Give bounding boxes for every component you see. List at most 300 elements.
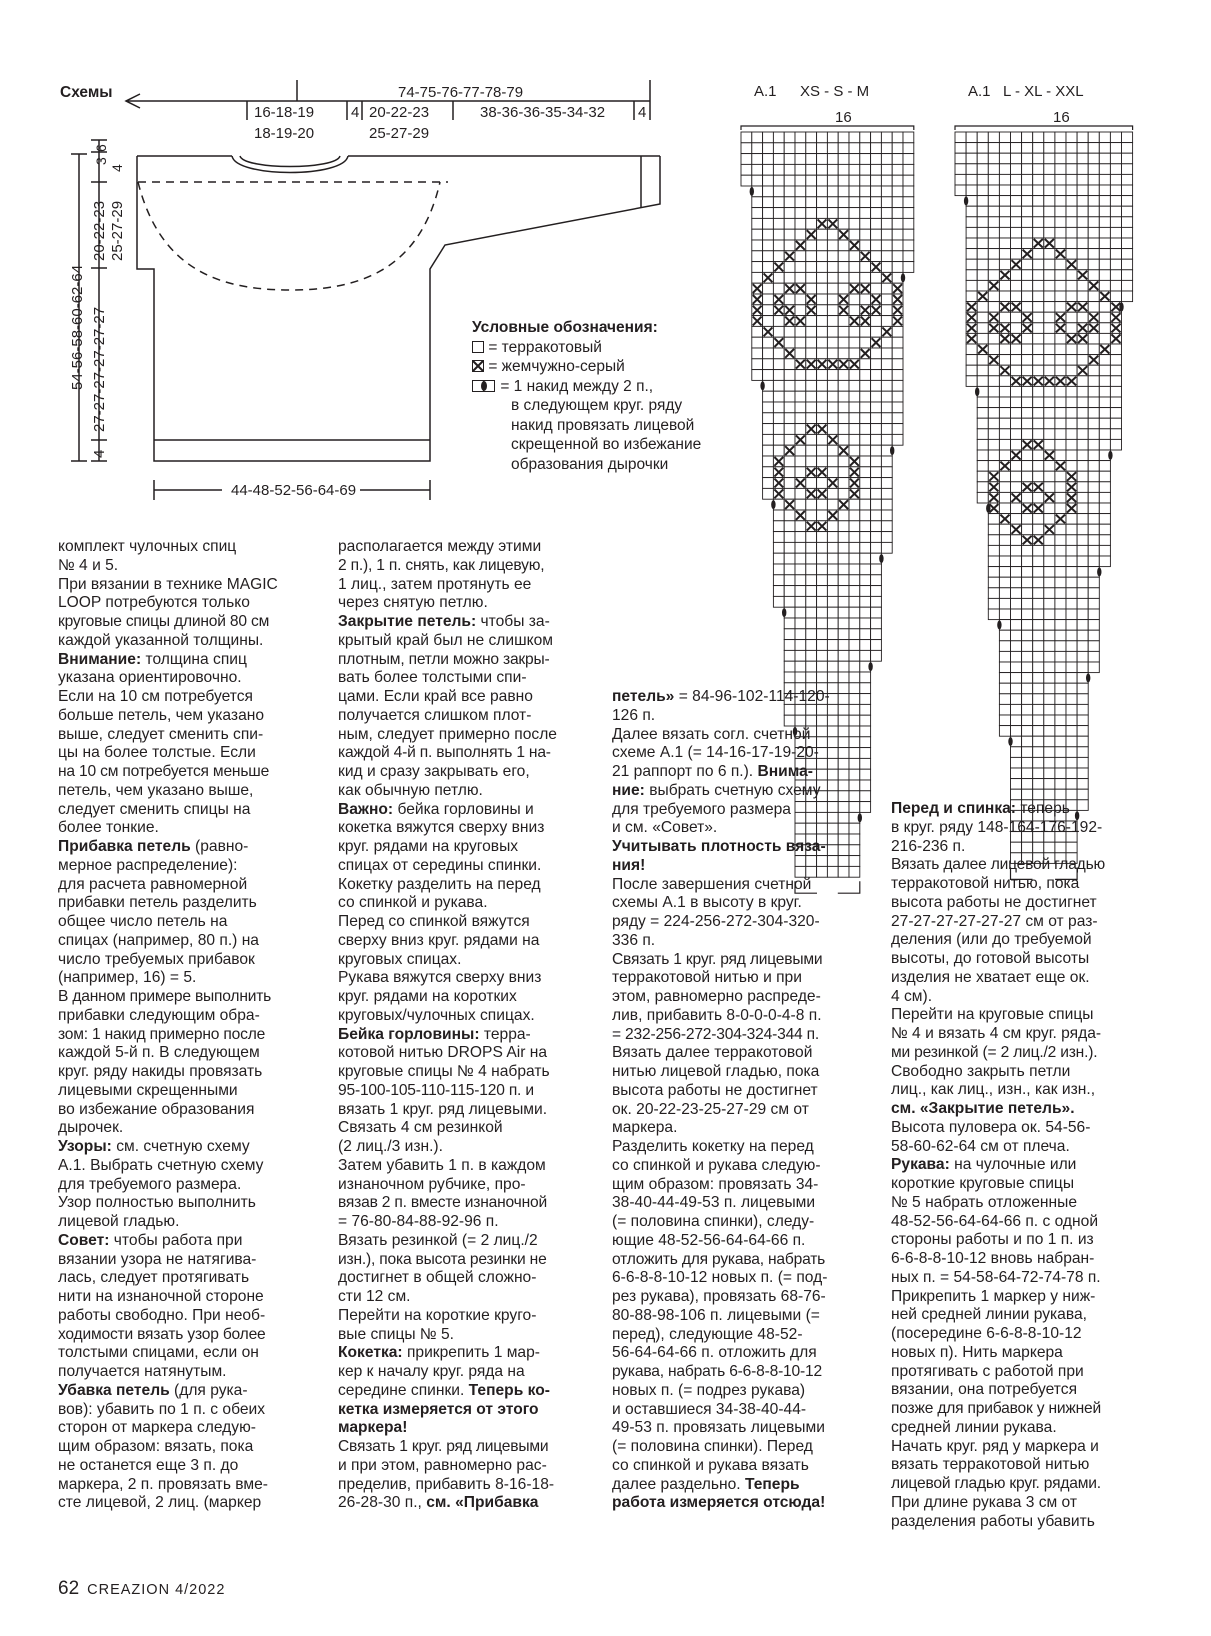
chart-cell [1055, 789, 1066, 800]
chart-cell [988, 333, 999, 344]
text-line: А.1. Выбрать счетную схему [58, 1156, 264, 1174]
chart-cell [1055, 577, 1066, 588]
text-line: цы на более толстые. Если [58, 744, 256, 762]
chart-cell [977, 333, 988, 344]
chart-cell [1022, 206, 1033, 217]
chart-cell [1022, 238, 1033, 249]
text-line: Если на 10 см потребуется [58, 688, 253, 705]
text-line: Узоры: см. счетную схему [58, 1138, 250, 1155]
text-line: Связать 1 круг. ряд лицевыми [338, 1438, 549, 1455]
chart-cell [1044, 482, 1055, 493]
text-line: Прикрепить 1 маркер у ниж- [891, 1287, 1096, 1305]
chart-cell [1022, 185, 1033, 196]
chart-cell [1110, 439, 1121, 450]
chart-cell [1011, 757, 1022, 768]
text-line: кетка измеряется от этого [338, 1400, 539, 1418]
chart-cell [1066, 715, 1077, 726]
text-line: Вязать далее терракотовой [612, 1044, 813, 1062]
chart-cell [1022, 418, 1033, 429]
chart-cell [1022, 524, 1033, 535]
text-line: круг. рядами на круговых [338, 838, 519, 855]
text-line: каждой 4-й п. выполнять 1 на- [338, 744, 551, 762]
chart-cell [1011, 683, 1022, 694]
chart-cell [1077, 344, 1088, 355]
text-line: 216-236 п. [891, 837, 966, 855]
chart-cell [1033, 673, 1044, 684]
chart-cell [977, 365, 988, 376]
text-line: позже для прибавок у нижней [891, 1400, 1101, 1417]
chart-cell [1099, 174, 1110, 185]
chart-cell [1088, 429, 1099, 440]
chart-cell [1088, 238, 1099, 249]
chart-cell [1044, 259, 1055, 270]
text-line: Узор полностью выполнить [58, 1194, 256, 1212]
chart-cell [1055, 736, 1066, 747]
chart-cell [966, 355, 977, 366]
chart-cell [1066, 588, 1077, 599]
chart-cell [1055, 704, 1066, 715]
chart-cell [1033, 471, 1044, 482]
text-line: 58-60-62-64 см от плеча. [891, 1137, 1070, 1155]
chart-cell [999, 355, 1010, 366]
yarn-over-mark [997, 620, 1001, 629]
chart-cell [1066, 164, 1077, 175]
chart-cell [1055, 471, 1066, 482]
text-line: и при этом, равномерно рас- [338, 1456, 547, 1474]
chart-cell [1033, 249, 1044, 260]
chart-cell [1033, 736, 1044, 747]
text-line: Далее вязать согл. счетной [612, 725, 811, 743]
chart-cell [988, 418, 999, 429]
text-line: 27-27-27-27-27-27 см от раз- [891, 912, 1098, 930]
chart-cell [1022, 408, 1033, 419]
chart-cell [1022, 461, 1033, 472]
text-line: пределив, прибавить 8-16-18- [338, 1475, 555, 1493]
chart-cell [1077, 217, 1088, 228]
chart-cell [1077, 747, 1088, 758]
chart-cell [1066, 344, 1077, 355]
chart-cell [999, 164, 1010, 175]
text-line: крытый край был не слишком [338, 631, 554, 649]
chart-cell [1077, 535, 1088, 546]
text-line: далее раздельно. Теперь [612, 1475, 800, 1493]
chart-cell [966, 291, 977, 302]
total-width-label: 74-75-76-77-78-79 [398, 84, 524, 101]
chart-cell [988, 206, 999, 217]
chart-cell [1066, 132, 1077, 143]
text-line: средней линии рукава. [891, 1418, 1057, 1436]
chart-cell [1022, 609, 1033, 620]
chart-cell [1033, 174, 1044, 185]
chart-cell [1022, 673, 1033, 684]
chart-cell [1077, 227, 1088, 238]
yarn-over-mark [1108, 451, 1112, 460]
chart-cell [1122, 259, 1133, 270]
chart-cell [1077, 439, 1088, 450]
text-line: Важно: бейка горловины и [338, 800, 534, 818]
chart-cell [977, 185, 988, 196]
chart-cell [1099, 471, 1110, 482]
chart-cell [1077, 280, 1088, 291]
chart-cell [1122, 291, 1133, 302]
chart-cell [999, 217, 1010, 228]
chart-cell [1122, 249, 1133, 260]
chart-cell [1044, 355, 1055, 366]
chart-cell [1033, 492, 1044, 503]
chart-cell [999, 588, 1010, 599]
chart-cell [1066, 567, 1077, 578]
chart-cell [999, 482, 1010, 493]
chart-cell [1099, 164, 1110, 175]
text-line: отложить для рукава, набрать [612, 1250, 826, 1268]
chart-cell [988, 238, 999, 249]
chart-cell [1055, 429, 1066, 440]
legend-title: Условные обозначения: [472, 319, 658, 336]
chart-cell [1088, 386, 1099, 397]
chart-cell [999, 662, 1010, 673]
chart-cell [1077, 641, 1088, 652]
chart-cell [966, 259, 977, 270]
chart-cell [1033, 704, 1044, 715]
text-line: маркера, 2 п. провязать вме- [58, 1475, 268, 1493]
chart-cell [977, 429, 988, 440]
chart-cell [1077, 768, 1088, 779]
chart-cell [1022, 736, 1033, 747]
chart-cell [1066, 365, 1077, 376]
text-line: на 10 см потребуется меньше [58, 763, 270, 780]
text-line: петель» = 84-96-102-114-120- [612, 688, 830, 705]
text-line: маркера! [338, 1419, 408, 1437]
chart-cell [1033, 185, 1044, 196]
chart-cell [1033, 270, 1044, 281]
chart-cell [1022, 577, 1033, 588]
text-line: лиц., как лиц., изн., как изн., [891, 1081, 1096, 1099]
chart-cell [1066, 174, 1077, 185]
chart-cell [1088, 662, 1099, 673]
neck-depth-label: 3 [93, 157, 109, 165]
chart-cell [999, 683, 1010, 694]
chart-cell [1011, 609, 1022, 620]
chart-cell [1066, 662, 1077, 673]
text-line: работа измеряется отсюда! [612, 1494, 826, 1512]
chart-cell [1088, 227, 1099, 238]
chart-cell [1077, 429, 1088, 440]
chart-cell [999, 386, 1010, 397]
text-line: новых п). Нить маркера [891, 1343, 1063, 1361]
chart-cell [1011, 291, 1022, 302]
chart-cell [1055, 620, 1066, 631]
chart-cell [988, 439, 999, 450]
text-line: получается слишком плот- [338, 706, 532, 724]
chart-cell [1022, 386, 1033, 397]
text-line: во избежание образования [58, 1100, 255, 1118]
chart-cell [1022, 196, 1033, 207]
chart-cell [1110, 291, 1121, 302]
chart-cell [1122, 185, 1133, 196]
chart-cell [1099, 439, 1110, 450]
chart-cell [1077, 397, 1088, 408]
chart-cell [1110, 259, 1121, 270]
chart-cell [1066, 408, 1077, 419]
chart-cell [1055, 768, 1066, 779]
text-line: лась, следует протягивать [58, 1269, 250, 1287]
chart-cell [1110, 206, 1121, 217]
chart-cell [1110, 238, 1121, 249]
chart-cell [1055, 503, 1066, 514]
chart-cell [1022, 259, 1033, 270]
text-line: вязать 1 круг. ряд лицевыми. [338, 1100, 548, 1118]
chart-cell [1044, 439, 1055, 450]
text-line: вые спицы № 5. [338, 1325, 454, 1343]
yarn-over-mark [975, 387, 979, 396]
chart-cell [999, 704, 1010, 715]
chart-cell [1011, 514, 1022, 525]
chart-cell [1055, 683, 1066, 694]
chart-cell [1011, 344, 1022, 355]
chart-cell [1044, 312, 1055, 323]
chart-cell [1011, 651, 1022, 662]
neck-side-label: 4 [351, 104, 360, 121]
chart-cell [988, 376, 999, 387]
chart-cell [1066, 227, 1077, 238]
text-line: 6-6-8-8-10-12 новых п. (= под- [612, 1269, 828, 1287]
chart-cell [988, 344, 999, 355]
chart-grid-lines [955, 132, 1133, 863]
chart-cell [988, 386, 999, 397]
text-line: Внимание: толщина спиц [58, 650, 247, 668]
text-line: щим образом: вязать, пока [58, 1438, 254, 1455]
chart-cell [1066, 280, 1077, 291]
text-line: нитью лицевой гладью, пока [612, 1063, 820, 1080]
text-line: этом, равномерно распреде- [612, 988, 821, 1005]
neck-width-label-2: 18-19-20 [254, 125, 315, 142]
chart-cell [999, 206, 1010, 217]
chart-cell [1022, 651, 1033, 662]
text-line: как обычную петлю. [338, 781, 483, 799]
chart-cell [977, 227, 988, 238]
chart-cell [1044, 227, 1055, 238]
text-line: середине спинки. Теперь ко- [338, 1381, 550, 1399]
chart-cell [1011, 726, 1022, 737]
text-line: следует сменить спицы на [58, 800, 251, 818]
chart-cell [1011, 567, 1022, 578]
chart-cell [999, 545, 1010, 556]
text-line: Затем убавить 1 п. в каждом [338, 1156, 546, 1174]
text-line: лив, прибавить 8-0-0-0-4-8 п. [612, 1006, 822, 1024]
text-line: маркера. [612, 1119, 678, 1137]
chart-cell [988, 185, 999, 196]
chart-cell [999, 132, 1010, 143]
chart-cell [955, 164, 966, 175]
chart-cell [999, 598, 1010, 609]
text-line: = 76-80-84-88-92-96 п. [338, 1213, 499, 1230]
chart-cell [1099, 196, 1110, 207]
chart-cell [1044, 333, 1055, 344]
chart-cell [1066, 736, 1077, 747]
text-line: Убавка петель (для рука- [58, 1381, 248, 1399]
chart-cell [977, 492, 988, 503]
chart-cell [1022, 270, 1033, 281]
chart-cell [977, 471, 988, 482]
text-line: плотным, петли можно закры- [338, 650, 550, 668]
text-line: 2 п.), 1 п. снять, как лицевую, [338, 556, 545, 574]
chart-cell [1044, 418, 1055, 429]
chart-cell [988, 461, 999, 472]
chart-cell [1066, 609, 1077, 620]
chart-large-name: A.1 [968, 83, 991, 100]
chart-cell [1033, 196, 1044, 207]
chart-cell [1033, 556, 1044, 567]
chart-cell [1011, 323, 1022, 334]
chart-cell [1022, 514, 1033, 525]
chart-cell [1066, 418, 1077, 429]
chart-cell [1033, 715, 1044, 726]
text-line: прибавки следующим обра- [58, 1006, 260, 1024]
chart-cell [1088, 217, 1099, 228]
chart-cell [1099, 429, 1110, 440]
chart-cell [1033, 641, 1044, 652]
chart-cell [1066, 439, 1077, 450]
text-line: Свободно закрыть петли [891, 1062, 1071, 1080]
chart-cell [1066, 238, 1077, 249]
chart-cell [1022, 567, 1033, 578]
chart-cell [1033, 164, 1044, 175]
chart-cell [1077, 259, 1088, 270]
text-line: лицевой гладью круг. рядами. [891, 1475, 1101, 1492]
chart-cell [1022, 174, 1033, 185]
legend-item-yo-label: = 1 накид между 2 п., [500, 377, 654, 395]
chart-cell [1066, 556, 1077, 567]
chart-cell [988, 609, 999, 620]
text-column-2 [338, 538, 588, 1513]
text-line: ние: выбрать счетную схему [612, 781, 821, 799]
chart-cell [1110, 397, 1121, 408]
legend-item-grey-label: = жемчужно-серый [488, 358, 625, 375]
text-line: 6-6-8-8-10-12 вновь набран- [891, 1250, 1095, 1267]
chart-cell [1033, 545, 1044, 556]
chart-cell [1088, 651, 1099, 662]
chart-cell [1099, 206, 1110, 217]
chart-cell [999, 291, 1010, 302]
chart-cell [999, 609, 1010, 620]
chart-cell [1099, 397, 1110, 408]
chart-cell [1088, 524, 1099, 535]
chart-cell [1022, 471, 1033, 482]
chart-cell [1055, 641, 1066, 652]
chart-cell [1033, 132, 1044, 143]
chart-cell [1055, 588, 1066, 599]
chart-cell [999, 694, 1010, 705]
cuff-length-label: 4 [638, 104, 647, 121]
chart-cell [977, 302, 988, 313]
text-line: 4 см). [891, 987, 933, 1005]
text-line: и оставшиеся 34-38-40-44- [612, 1400, 807, 1418]
text-column-4 [891, 800, 1156, 1531]
text-line: каждой 5-й п. В следующем [58, 1044, 260, 1062]
chart-cell [1088, 397, 1099, 408]
chart-cell [1011, 238, 1022, 249]
chart-cell [1099, 227, 1110, 238]
chart-cell [1044, 545, 1055, 556]
text-line: деления (или до требуемой [891, 931, 1092, 949]
chart-cell [1011, 418, 1022, 429]
chart-cell [988, 291, 999, 302]
chart-cell [1011, 217, 1022, 228]
chart-cell [1044, 206, 1055, 217]
chart-cell [1077, 503, 1088, 514]
chart-cell [999, 429, 1010, 440]
text-line: больше петель, чем указано [58, 706, 265, 724]
chart-cell [1077, 450, 1088, 461]
text-line: вязав 2 п. вместе изнаночной [338, 1194, 547, 1212]
chart-cell [966, 185, 977, 196]
chart-cell [999, 249, 1010, 260]
text-line: № 5 набрать отложенные [891, 1193, 1077, 1211]
text-line: толстыми спицами, если он [58, 1344, 259, 1362]
text-line: Перейти на круговые спицы [891, 1006, 1094, 1024]
yoke-depth-label-1: 20-22-23 [91, 200, 108, 261]
chart-cell [1055, 206, 1066, 217]
chart-cell [1066, 249, 1077, 260]
chart-cell [1033, 280, 1044, 291]
chart-cell [1055, 662, 1066, 673]
chart-cell [1099, 376, 1110, 387]
chart-cell [1066, 270, 1077, 281]
chart-cell [1077, 588, 1088, 599]
chart-cell [1033, 683, 1044, 694]
page-footer [58, 1578, 225, 1600]
chart-cell [1055, 694, 1066, 705]
chart-cell [1011, 312, 1022, 323]
chart-cell [1022, 789, 1033, 800]
chart-cell [1022, 291, 1033, 302]
chart-cell [955, 153, 966, 164]
chart-cell [1088, 461, 1099, 472]
rib-height-label: 4 [91, 449, 108, 458]
chart-cell [1077, 482, 1088, 493]
chart-cell [1088, 259, 1099, 270]
chart-cell [1088, 408, 1099, 419]
chart-cell [1066, 768, 1077, 779]
chart-cell [1088, 609, 1099, 620]
chart-cell [1011, 185, 1022, 196]
chart-small-sizes: XS - S - M [800, 83, 870, 100]
chart-cell [999, 726, 1010, 737]
chart-cell [1099, 312, 1110, 323]
chart-cell [1033, 630, 1044, 641]
chart-cell [1022, 227, 1033, 238]
text-line: комплект чулочных спиц [58, 538, 237, 555]
chart-cell [1055, 344, 1066, 355]
text-line: круговых спицах. [338, 950, 462, 968]
chart-cell [1011, 196, 1022, 207]
chart-cell [1066, 620, 1077, 631]
chart-cell [1055, 238, 1066, 249]
chart-cell [988, 270, 999, 281]
chart-cell [1044, 535, 1055, 546]
chart-cell [1033, 153, 1044, 164]
chart-cell [1022, 143, 1033, 154]
chart-cell [1122, 196, 1133, 207]
chart-cell [1077, 355, 1088, 366]
chart-cell [1033, 757, 1044, 768]
text-line: кид и сразу закрывать его, [338, 763, 530, 780]
chart-cell [1077, 704, 1088, 715]
text-line: число требуемых прибавок [58, 950, 255, 968]
chart-cell [1099, 482, 1110, 493]
text-line: (2 лиц./3 изн.). [338, 1138, 443, 1155]
text-line: изнаночном рубчике, про- [338, 1175, 526, 1193]
